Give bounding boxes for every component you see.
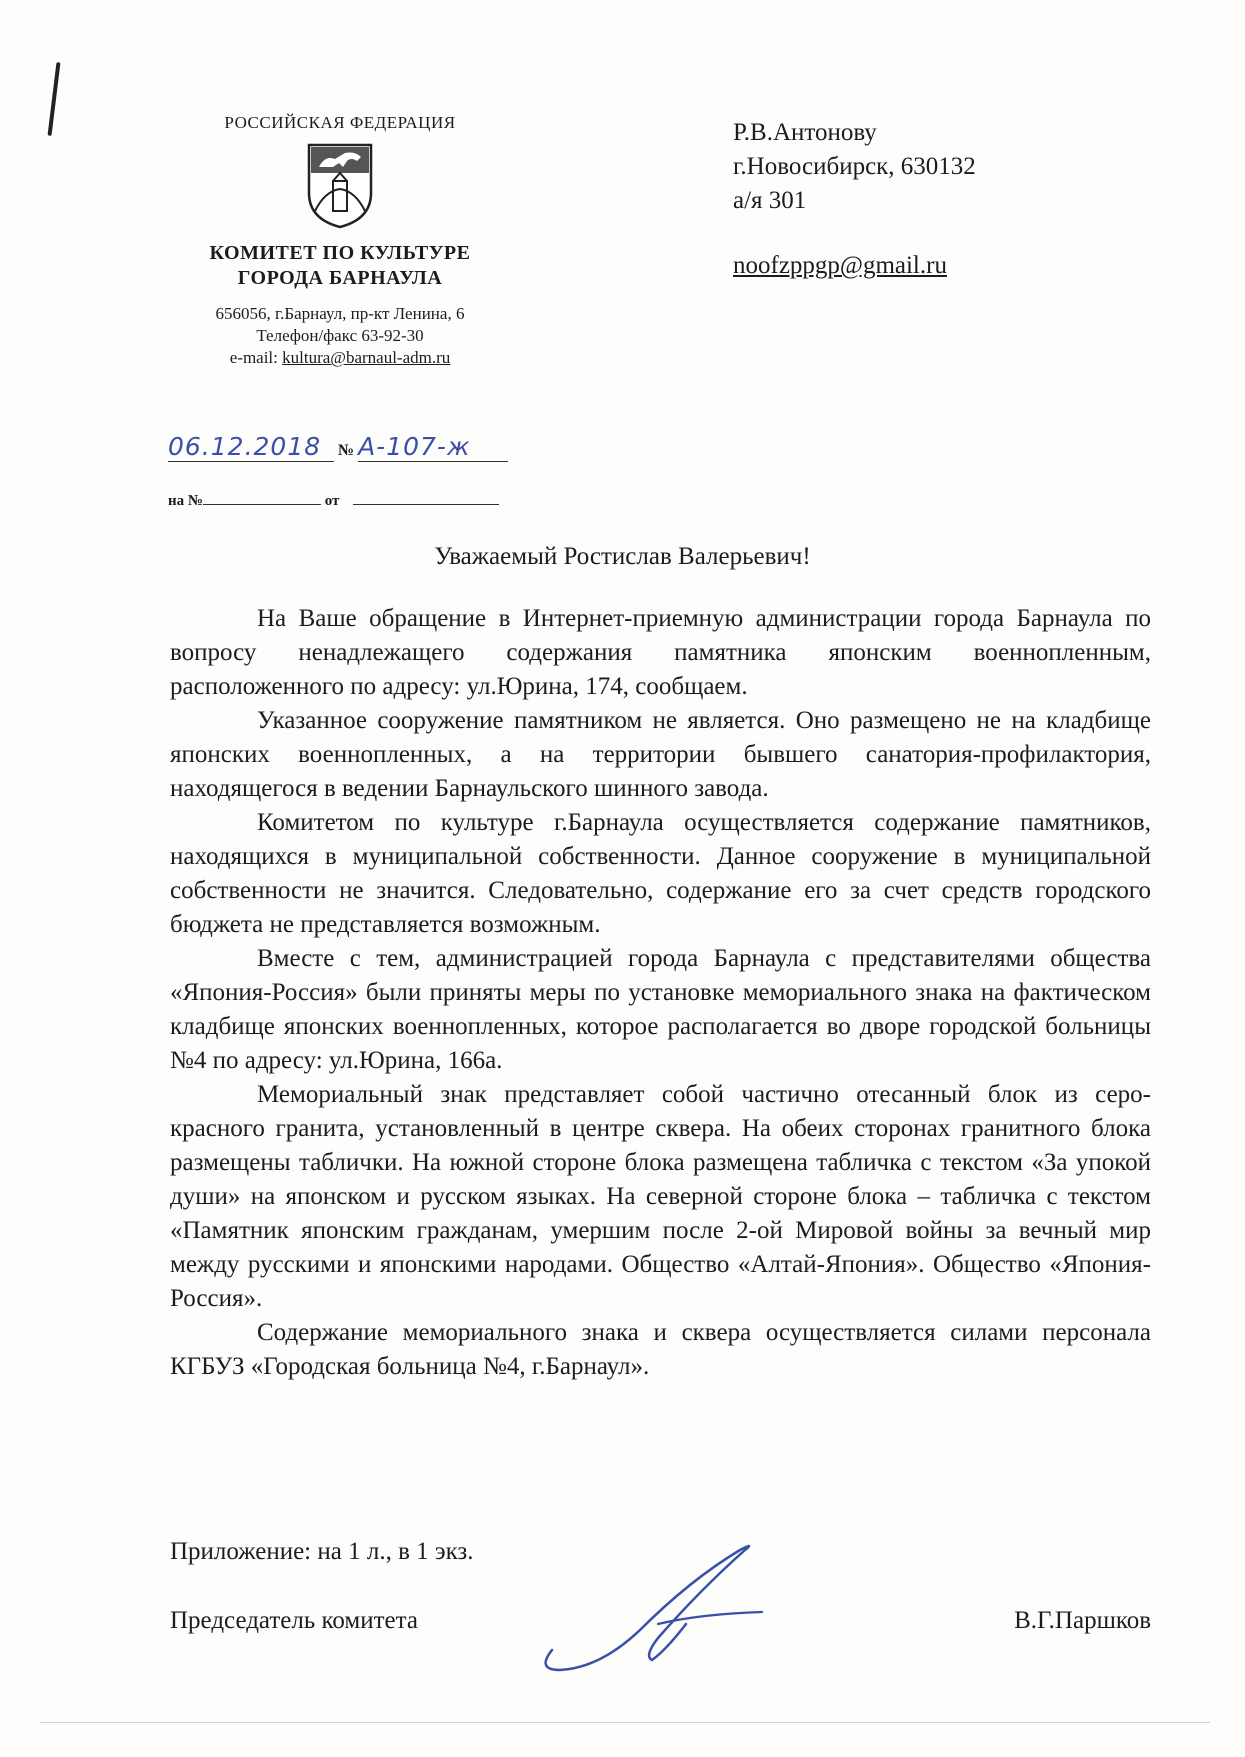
attachment-note: Приложение: на 1 л., в 1 экз. xyxy=(170,1538,474,1565)
signer-position: Председатель комитета xyxy=(170,1607,418,1634)
city-coat-of-arms-icon xyxy=(305,141,375,229)
body-paragraph: На Ваше обращение в Интернет-приемную администрации города Барнаула по вопросу ненадлежащего содержания памятника японским военнопленным, расположенного по адресу: ул.Юрина, 174, сообщаем. xyxy=(170,605,1151,700)
body-paragraph: Вместе с тем, администрацией города Барнаула с представителями общества «Япония-Россия» были приняты меры по установке мемориального знака на фактическом кладбище японских военнопленных, которое располагается во дворе городской больницы №4 по адресу: ул.Юрина, 166а. xyxy=(170,945,1151,1074)
letterhead-org-line1: КОМИТЕТ ПО КУЛЬТУРЕ xyxy=(209,242,471,265)
reference-date-blank xyxy=(353,490,499,505)
reference-number-blank xyxy=(203,490,321,505)
body-paragraph: Комитетом по культуре г.Барнаула осуществляется содержание памятников, находящихся в муниципальной собственности. Данное сооружение в муниципальной собственности не значится. Следовательно, содержание его за счет средств городского бюджета не представляется возможным. xyxy=(170,809,1151,938)
reference-ot-label: от xyxy=(324,493,340,509)
salutation: Уважаемый Ростислав Валерьевич! xyxy=(434,543,811,570)
body-paragraph: Указанное сооружение памятником не является. Оно размещено не на кладбище японских военнопленных, а на территории бывшего санатория-профилактория, находящегося в ведении Барнаульского шинного завода. xyxy=(170,707,1151,802)
reference-na-label: на № xyxy=(168,493,203,509)
registration-date: 06.12.2018 xyxy=(168,432,334,462)
letter-body xyxy=(170,602,1151,1384)
letterhead-country: РОССИЙСКАЯ ФЕДЕРАЦИЯ xyxy=(224,113,456,132)
reference-line xyxy=(168,490,499,510)
signer-name: В.Г.Паршков xyxy=(1014,1607,1151,1634)
letterhead-email-prefix: e-mail: xyxy=(229,348,283,368)
recipient-city: г.Новосибирск, 630132 xyxy=(733,152,976,180)
margin-pen-mark xyxy=(48,62,61,136)
registration-line xyxy=(168,432,508,462)
body-paragraph: Мемориальный знак представляет собой частично отесанный блок из серо-красного гранита, установленный в центре сквера. На обеих сторонах гранитного блока размещены таблички. На южной стороне блока размещена табличка с текстом «За упокой души» на японском и русском языках. На северной стороне блока – табличка с текстом «Памятник японским гражданам, умершим после 2-ой Мировой войны за вечный мир между русскими и японскими народами. Общество «Алтай-Япония». Общество «Япония-Россия». xyxy=(170,1081,1151,1312)
letterhead-email-line xyxy=(150,347,530,369)
recipient-po-box: а/я 301 xyxy=(733,186,807,214)
letterhead-contacts xyxy=(150,303,530,369)
letterhead-email-link[interactable]: kultura@barnaul-adm.ru xyxy=(282,348,451,368)
recipient-block xyxy=(733,116,976,283)
registration-number-sign: № xyxy=(338,442,355,459)
body-paragraph: Содержание мемориального знака и сквера осуществляется силами персонала КГБУЗ «Городская больница №4, г.Барнаул». xyxy=(170,1319,1151,1380)
registration-number: А-107-ж xyxy=(358,432,508,462)
letterhead-org xyxy=(150,241,530,291)
recipient-email-link[interactable]: noofzppgp@gmail.ru xyxy=(733,252,947,280)
letterhead-phone: Телефон/факс 63-92-30 xyxy=(256,326,424,346)
scan-edge-line xyxy=(40,1722,1210,1723)
handwritten-signature-icon xyxy=(540,1520,840,1680)
recipient-name: Р.В.Антонову xyxy=(733,119,877,146)
letterhead-address: 656056, г.Барнаул, пр-кт Ленина, 6 xyxy=(215,304,465,324)
letterhead-org-line2: ГОРОДА БАРНАУЛА xyxy=(237,267,443,290)
letterhead xyxy=(150,112,530,370)
